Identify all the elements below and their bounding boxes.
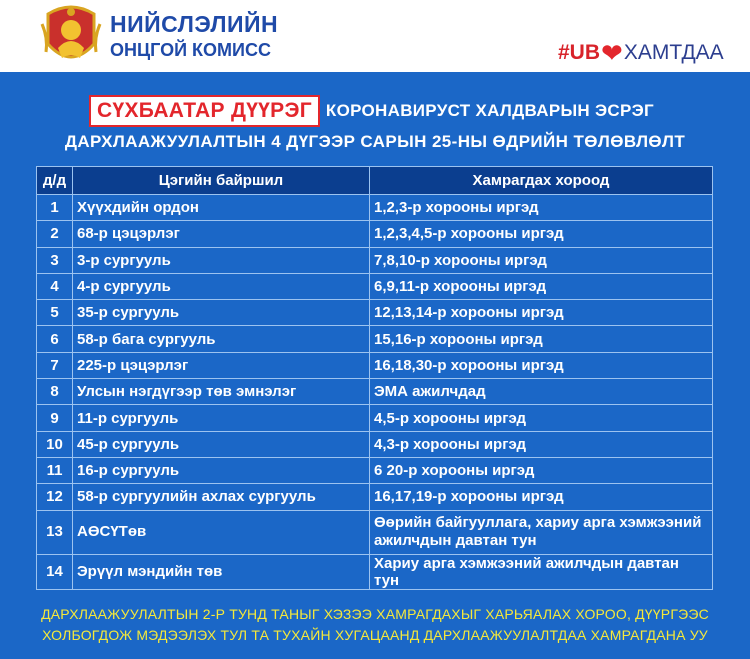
table-header-row (37, 167, 713, 195)
title-line-1 (89, 95, 654, 127)
row-coverage: 12,13,14-р хорооны иргэд (370, 300, 713, 326)
row-location: Улсын нэгдүгээр төв эмнэлэг (73, 379, 370, 405)
footer-line-1: ДАРХЛААЖУУЛАЛТЫН 2-Р ТУНД ТАНЫГ ХЭЗЭЭ ХАМРАГДАХЫГ ХАРЬЯАЛАХ ХОРОО, ДҮҮРГЭЭС (41, 606, 709, 622)
table-row (37, 195, 713, 221)
row-coverage: 16,17,19-р хорооны иргэд (370, 484, 713, 510)
header-num: д/д (37, 167, 73, 195)
org-line-1: НИЙСЛЭЛИЙН (110, 11, 279, 37)
table-row (37, 221, 713, 247)
heart-icon: ❤ (601, 38, 623, 68)
row-coverage: Өөрийн байгууллага, хариу арга хэмжээний ажилчдын давтан тун (370, 510, 713, 554)
row-num: 5 (37, 300, 73, 326)
header-location: Цэгийн байршил (73, 167, 370, 195)
row-coverage: 16,18,30-р хорооны иргэд (370, 352, 713, 378)
footer-line-2: ХОЛБОГДОЖ МЭДЭЭЛЭХ ТУЛ ТА ТУХАЙН ХУГАЦААНД ДАРХЛААЖУУЛАЛТДАА ХАМРАГДАНА УУ (42, 627, 708, 643)
table-row (37, 352, 713, 378)
row-location: 16-р сургууль (73, 457, 370, 483)
title-rest: КОРОНАВИРУСТ ХАЛДВАРЫН ЭСРЭГ (325, 101, 654, 120)
table-row (37, 379, 713, 405)
header-coverage: Хамрагдах хороод (370, 167, 713, 195)
row-location: Эрүүл мэндийн төв (73, 554, 370, 589)
footer-notice (0, 604, 750, 646)
table-row (37, 484, 713, 510)
table-row (37, 554, 713, 589)
row-location: 4-р сургууль (73, 273, 370, 299)
row-num: 9 (37, 405, 73, 431)
title-line-2: ДАРХЛААЖУУЛАЛТЫН 4 ДҮГЭЭР САРЫН 25-НЫ ӨДРИЙН ТӨЛӨВЛӨЛТ (64, 132, 686, 151)
badge-text: ХАМТДАА (623, 41, 724, 64)
row-num: 3 (37, 247, 73, 273)
row-coverage: 4,5-р хорооны иргэд (370, 405, 713, 431)
row-location: 45-р сургууль (73, 431, 370, 457)
row-num: 14 (37, 554, 73, 589)
city-emblem-icon (40, 4, 102, 70)
table-row (37, 405, 713, 431)
row-num: 7 (37, 352, 73, 378)
row-location: 11-р сургууль (73, 405, 370, 431)
table-row (37, 326, 713, 352)
row-location: 35-р сургууль (73, 300, 370, 326)
row-coverage: 1,2,3,4,5-р хорооны иргэд (370, 221, 713, 247)
organization-name (110, 11, 278, 61)
table-row (37, 247, 713, 273)
row-location: 3-р сургууль (73, 247, 370, 273)
district-name: СҮХБААТАР ДҮҮРЭГ (89, 95, 320, 127)
row-coverage: Хариу арга хэмжээний ажилчдын давтан тун (370, 554, 713, 589)
row-num: 13 (37, 510, 73, 554)
row-coverage: 7,8,10-р хорооны иргэд (370, 247, 713, 273)
header (0, 0, 750, 72)
row-location: 68-р цэцэрлэг (73, 221, 370, 247)
vaccination-plan-table (36, 166, 713, 590)
row-num: 10 (37, 431, 73, 457)
table-row (37, 457, 713, 483)
row-num: 11 (37, 457, 73, 483)
ub-hamtdaa-badge (550, 34, 722, 72)
row-num: 4 (37, 273, 73, 299)
row-num: 6 (37, 326, 73, 352)
row-coverage: 15,16-р хорооны иргэд (370, 326, 713, 352)
table-row (37, 300, 713, 326)
org-line-2: ОНЦГОЙ КОМИСС (110, 40, 271, 60)
row-location: АӨСҮТөв (73, 510, 370, 554)
table-row (37, 510, 713, 554)
table-row (37, 431, 713, 457)
row-num: 12 (37, 484, 73, 510)
row-location: 225-р цэцэрлэг (73, 352, 370, 378)
row-coverage: 6,9,11-р хорооны иргэд (370, 273, 713, 299)
row-coverage: ЭМА ажилчдад (370, 379, 713, 405)
row-location: Хүүхдийн ордон (73, 195, 370, 221)
badge-hashtag: #UB (558, 41, 601, 64)
row-num: 1 (37, 195, 73, 221)
row-num: 8 (37, 379, 73, 405)
row-location: 58-р сургуулийн ахлах сургууль (73, 484, 370, 510)
table-row (37, 273, 713, 299)
row-coverage: 6 20-р хорооны иргэд (370, 457, 713, 483)
row-coverage: 1,2,3-р хорооны иргэд (370, 195, 713, 221)
row-coverage: 4,3-р хорооны иргэд (370, 431, 713, 457)
row-num: 2 (37, 221, 73, 247)
row-location: 58-р бага сургууль (73, 326, 370, 352)
